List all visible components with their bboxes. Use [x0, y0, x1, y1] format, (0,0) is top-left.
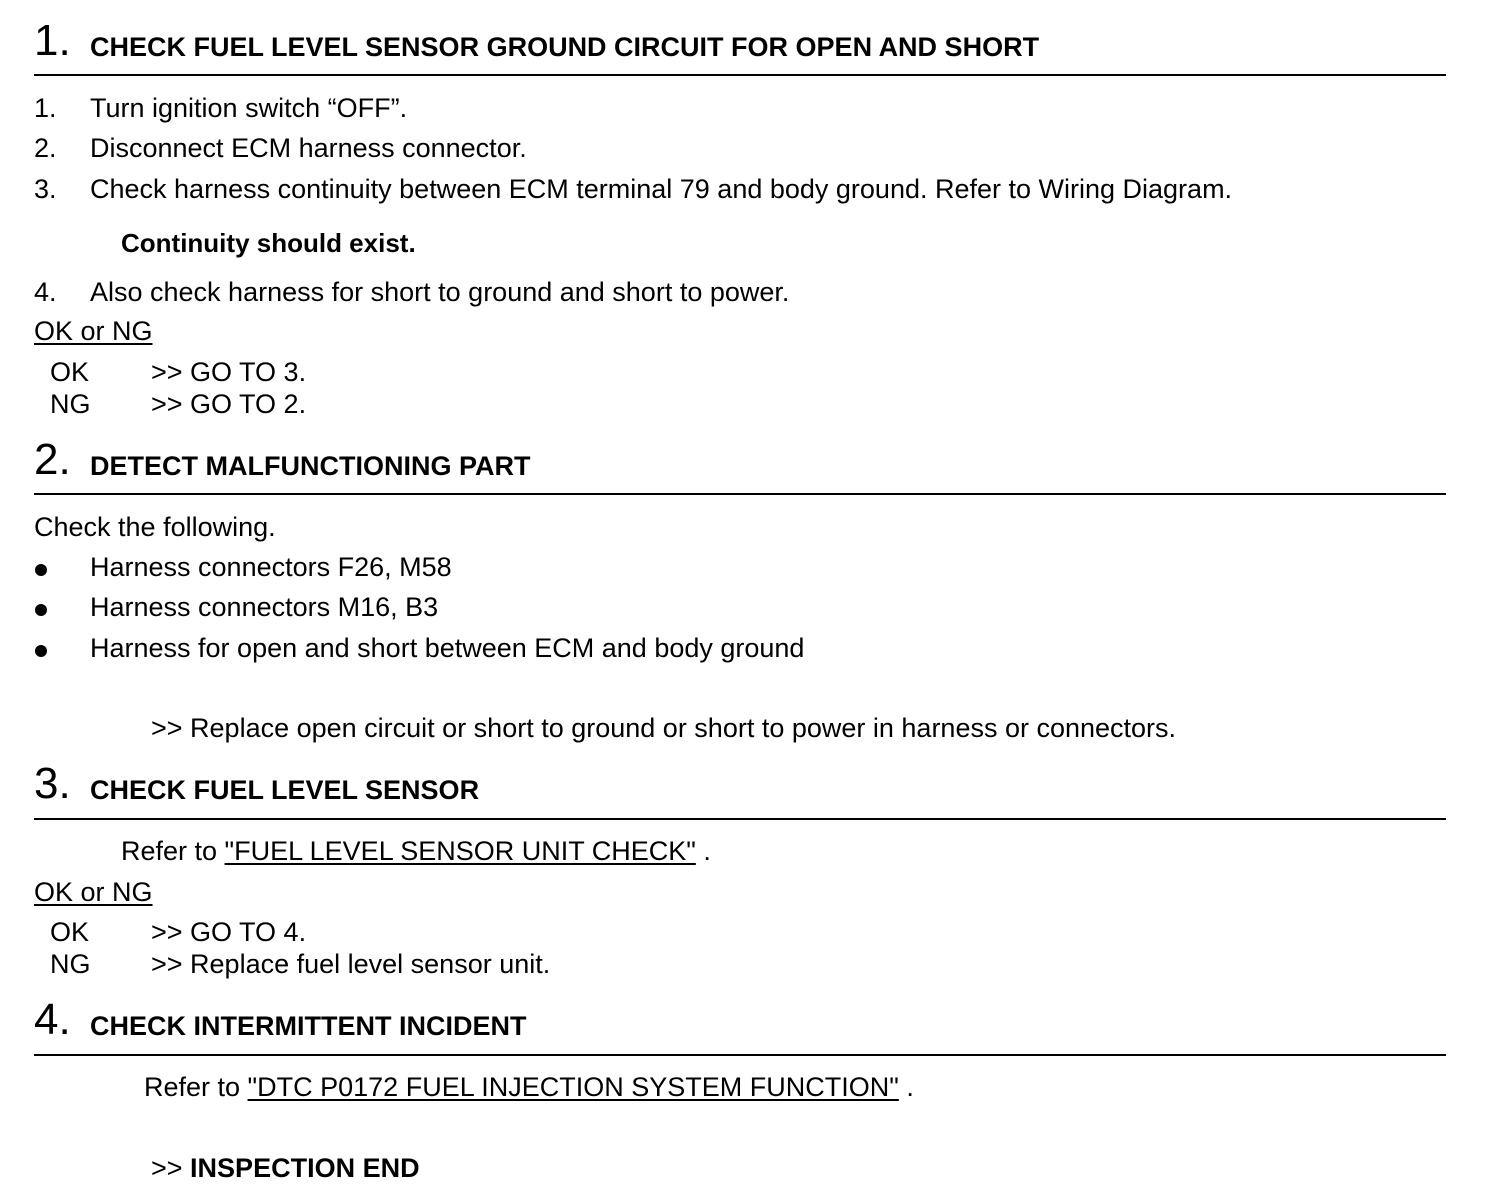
refer-prefix: Refer to: [121, 836, 225, 866]
step-1-number: 1.: [34, 16, 71, 65]
step-1-item-3-number: 3.: [34, 174, 57, 204]
step-3-divider: [34, 818, 1446, 820]
bullet-icon: [35, 604, 47, 616]
step-1-item-1-text: Turn ignition switch “OFF”.: [90, 93, 408, 123]
step-2-title: DETECT MALFUNCTIONING PART: [90, 451, 531, 481]
step-1-item-2-number: 2.: [34, 133, 57, 163]
step-3-result-ng-action: >> Replace fuel level sensor unit.: [151, 949, 551, 979]
bullet-icon: [35, 564, 47, 576]
fuel-level-sensor-unit-check-link[interactable]: "FUEL LEVEL SENSOR UNIT CHECK": [224, 836, 696, 866]
step-4-refer-line: [144, 1074, 914, 1101]
step-1-item-3-text: Check harness continuity between ECM terminal 79 and body ground. Refer to Wiring Diagram.: [90, 174, 1233, 204]
step-1-ok-ng-label: OK or NG: [34, 316, 153, 346]
inspection-end-label: INSPECTION END: [190, 1153, 420, 1183]
step-1-divider: [34, 74, 1446, 76]
step-2-bullet-1: Harness connectors F26, M58: [90, 552, 452, 582]
step-4-number: 4.: [34, 995, 71, 1044]
step-1-item-2-text: Disconnect ECM harness connector.: [90, 133, 527, 163]
step-1-title: CHECK FUEL LEVEL SENSOR GROUND CIRCUIT FOR OPEN AND SHORT: [90, 32, 1040, 62]
step-2-bullet-3: Harness for open and short between ECM and body ground: [90, 633, 805, 663]
step-3-result-ng-key: NG: [50, 949, 91, 979]
step-2-action: >> Replace open circuit or short to ground or short to power in harness or connectors.: [151, 713, 1177, 743]
step-1-item-4-number: 4.: [34, 277, 57, 307]
step-4-divider: [34, 1054, 1446, 1056]
inspection-end: [151, 1155, 420, 1182]
step-2-intro: Check the following.: [34, 512, 276, 542]
step-3-refer-line: [121, 838, 711, 865]
step-2-bullet-2: Harness connectors M16, B3: [90, 592, 439, 622]
refer-suffix: .: [695, 836, 711, 866]
step-3-number: 3.: [34, 759, 71, 808]
step-1-item-4-text: Also check harness for short to ground and short to power.: [90, 277, 790, 307]
step-4-title: CHECK INTERMITTENT INCIDENT: [90, 1011, 527, 1041]
step-3-result-ok-key: OK: [50, 917, 90, 947]
step-1-result-ok-key: OK: [50, 357, 90, 387]
step-1-result-ok-action: >> GO TO 3.: [151, 357, 307, 387]
bullet-icon: [35, 645, 47, 657]
dtc-p0172-link[interactable]: "DTC P0172 FUEL INJECTION SYSTEM FUNCTION": [247, 1072, 899, 1102]
step-3-result-ok-action: >> GO TO 4.: [151, 917, 307, 947]
continuity-note: Continuity should exist.: [121, 228, 416, 258]
step-1-item-1-number: 1.: [34, 93, 57, 123]
step-1-result-ng-key: NG: [50, 389, 91, 419]
refer-prefix: Refer to: [144, 1072, 248, 1102]
step-2-number: 2.: [34, 435, 71, 484]
inspection-end-arrow: >>: [151, 1153, 191, 1183]
step-3-ok-ng-label: OK or NG: [34, 877, 153, 907]
step-3-title: CHECK FUEL LEVEL SENSOR: [90, 775, 480, 805]
step-2-divider: [34, 493, 1446, 495]
refer-suffix: .: [898, 1072, 914, 1102]
step-1-result-ng-action: >> GO TO 2.: [151, 389, 307, 419]
